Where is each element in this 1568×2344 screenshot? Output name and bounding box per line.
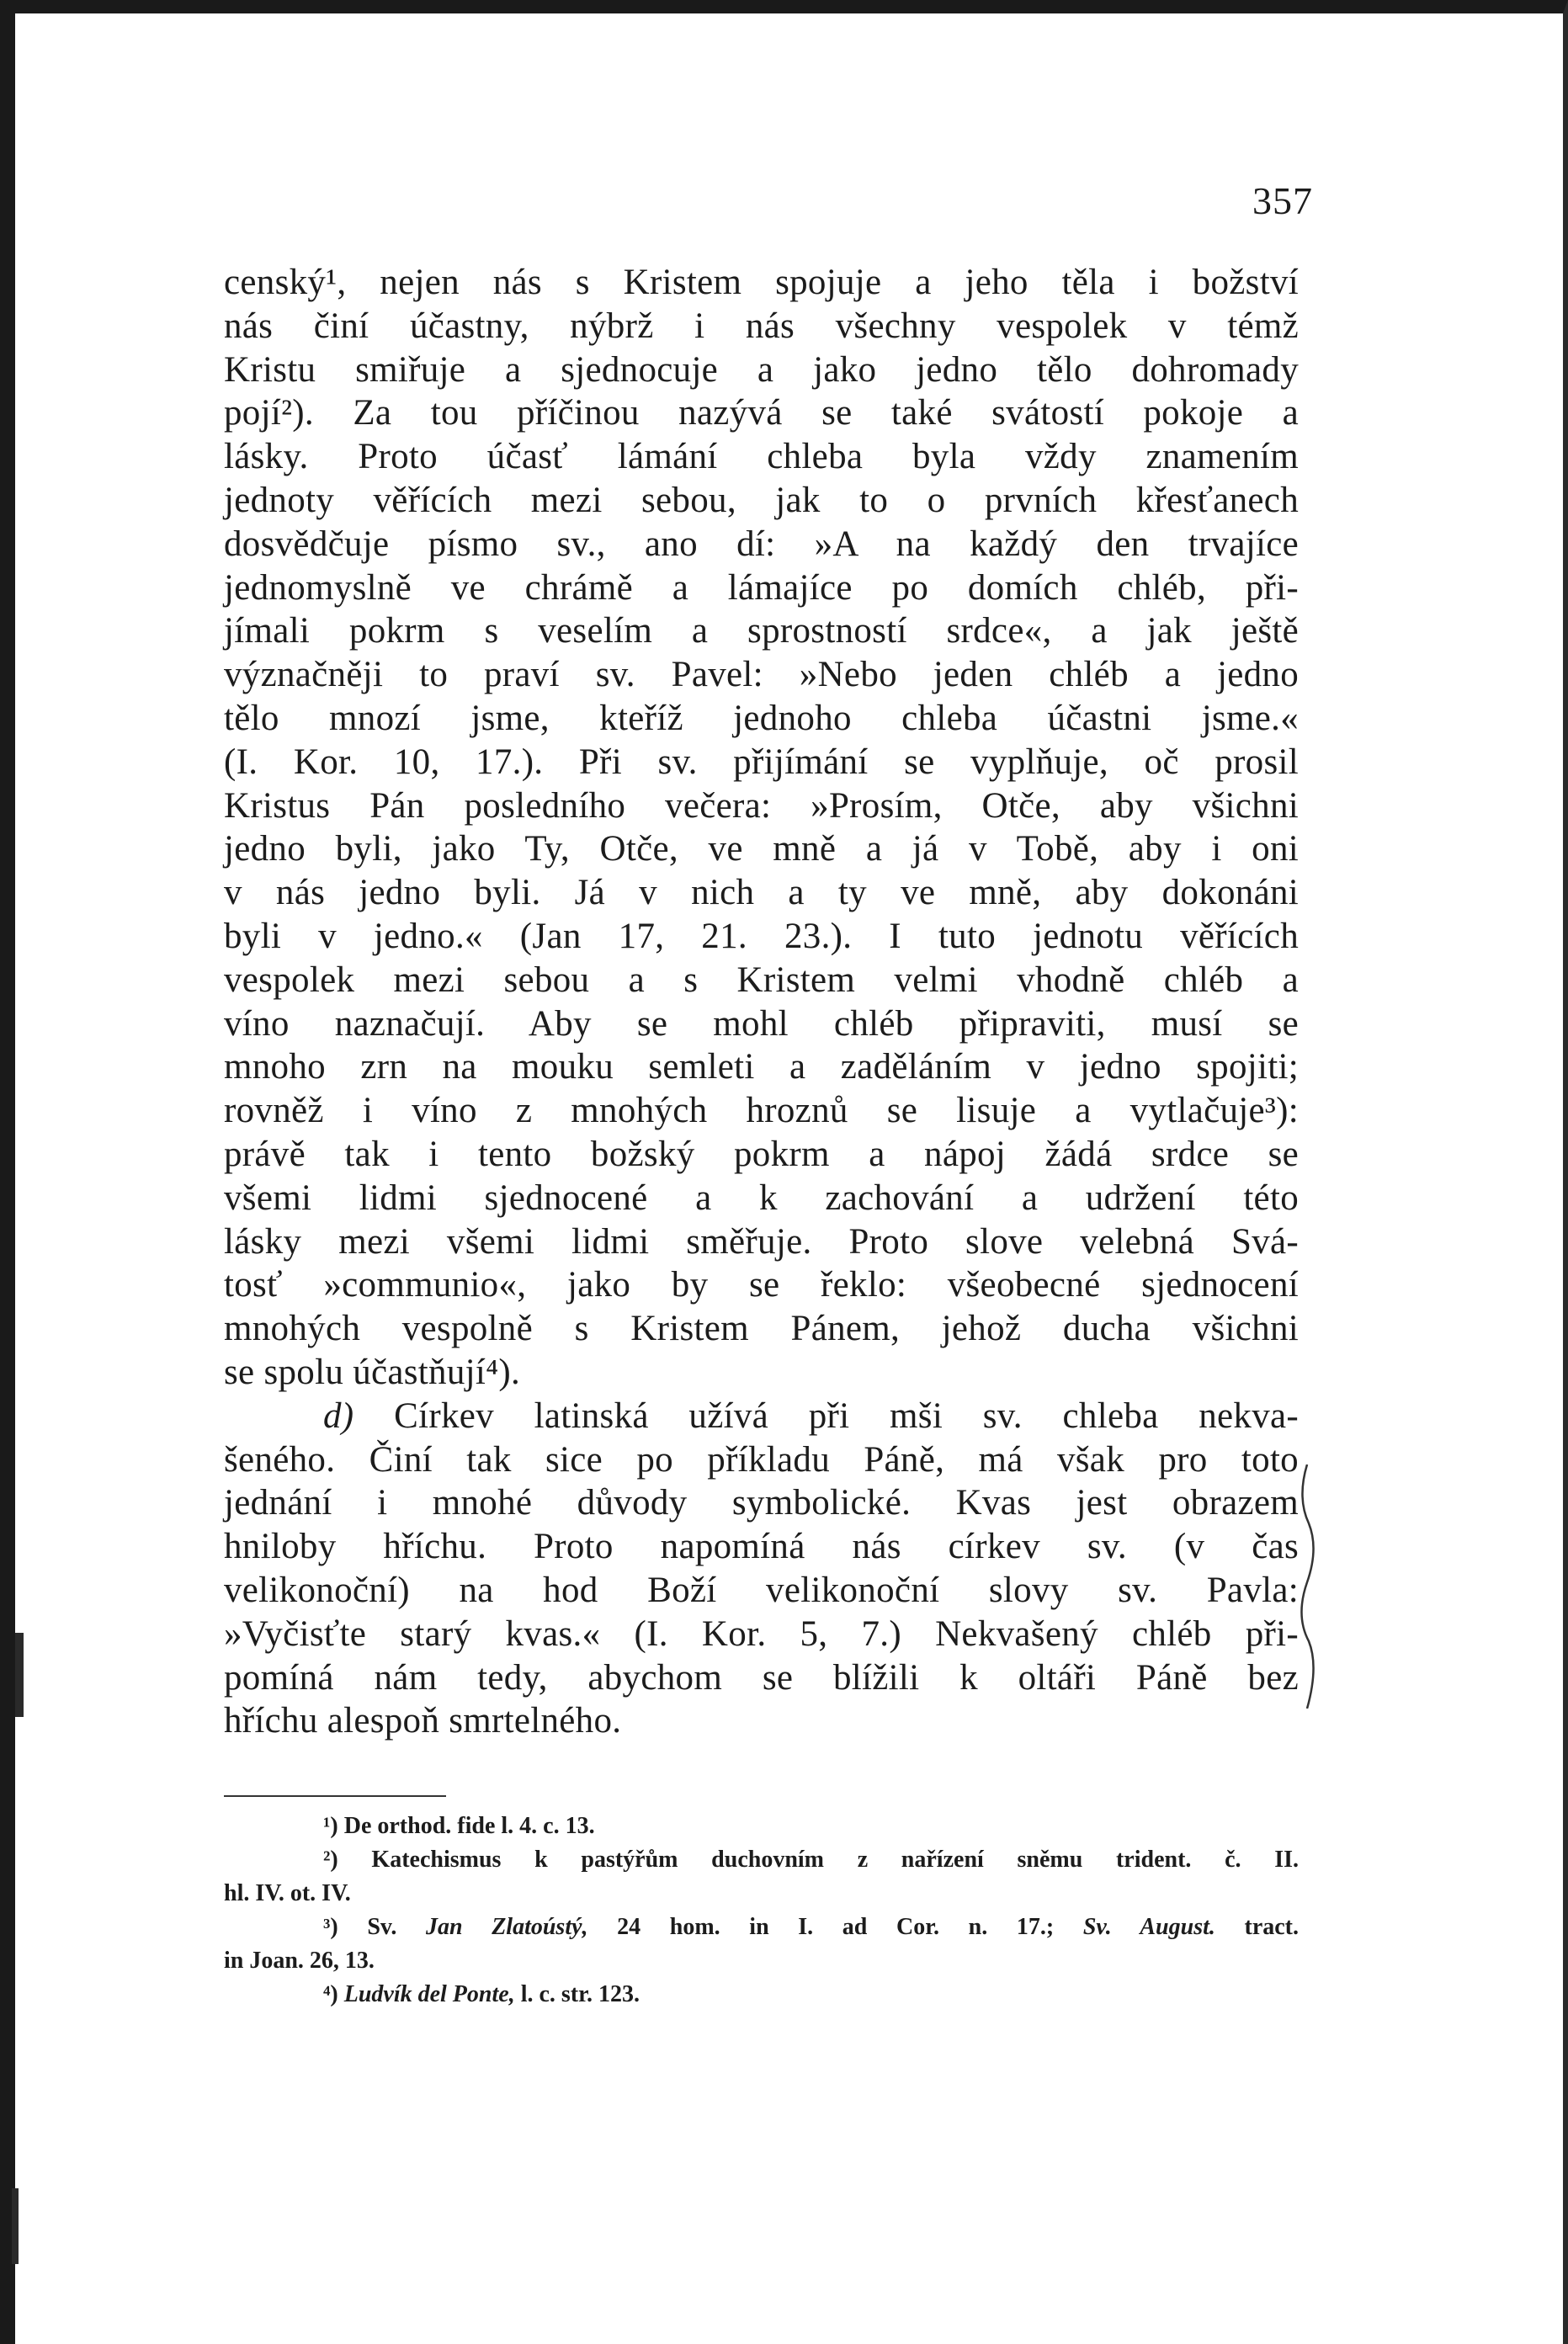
footnote-rule (224, 1795, 446, 1797)
footnote-text: Sv. (367, 1914, 397, 1940)
text-line: velikonoční) na hod Boží velikonoční slovy sv. Pavla: (224, 1570, 1299, 1610)
scan-mark (12, 2188, 19, 2264)
footnote-text: l. c. str. 123. (520, 1981, 640, 2007)
footnotes (224, 1810, 1299, 2012)
footnote-text: tract. (1244, 1914, 1300, 1940)
footnote-text: hl. IV. ot. IV. (224, 1880, 351, 1906)
text-line: se spolu účastňují⁴). (224, 1352, 521, 1392)
text-line: v nás jedno byli. Já v nich a ty ve mně, aby dokonáni (224, 873, 1299, 913)
text-line: Kristu smiřuje a sjednocuje a jako jedno tělo dohromady (224, 349, 1299, 390)
text-line: šeného. Činí tak sice po příkladu Páně, má však pro toto (224, 1439, 1299, 1480)
text-line: pomíná nám tedy, abychom se blížili k oltáři Páně bez (224, 1657, 1299, 1698)
text-line: význačněji to praví sv. Pavel: »Nebo jeden chléb a jedno (224, 655, 1299, 695)
footnote-mark: ³) (323, 1914, 338, 1940)
text-line: nás činí účastny, nýbrž i nás všechny vespolek v témž (224, 306, 1299, 346)
section-label: d) (323, 1395, 354, 1436)
text-line: právě tak i tento božský pokrm a nápoj žádá srdce se (224, 1134, 1299, 1174)
footnote-2 (224, 1843, 1299, 1877)
footnote-text: Katechismus k pastýřům duchovním z nařízení sněmu trident. č. II. (371, 1847, 1300, 1873)
text-line: hniloby hříchu. Proto napomíná nás církev sv. (v čas (224, 1527, 1299, 1567)
text-line: byli v jedno.« (Jan 17, 21. 23.). I tuto jednotu věřících (224, 916, 1299, 956)
text-line: mnohých vespolně s Kristem Pánem, jehož ducha všichni (224, 1309, 1299, 1349)
text-line: dosvědčuje písmo sv., ano dí: »A na každý den trvajíce (224, 524, 1299, 564)
margin-brace-mark (1290, 1464, 1324, 1709)
footnote-text: De orthod. fide l. 4. c. 13. (343, 1813, 595, 1839)
text-line: »Vyčisťte starý kvas.« (I. Kor. 5, 7.) Nekvašený chléb při- (224, 1613, 1299, 1654)
text-line: (I. Kor. 10, 17.). Při sv. přijímání se vyplňuje, oč prosil (224, 741, 1299, 782)
footnote-text: in Joan. 26, 13. (224, 1948, 375, 1974)
footnote-3 (224, 1911, 1299, 1944)
text-line: hříchu alespoň smrtelného. (224, 1701, 622, 1741)
main-text (224, 261, 1299, 1743)
text-line: pojí²). Za tou příčinou nazývá se také svátostí pokoje a (224, 393, 1299, 433)
text-line: všemi lidmi sjednocené a k zachování a udržení této (224, 1177, 1299, 1218)
text-line: rovněž i víno z mnohých hroznů se lisuje a vytlačuje³): (224, 1091, 1299, 1131)
footnote-author: Ludvík del Ponte, (343, 1981, 515, 2007)
text-line: tělo mnozí jsme, kteříž jednoho chleba účastni jsme.« (224, 698, 1299, 738)
footnote-text: 24 hom. in I. ad Cor. n. 17.; (617, 1914, 1055, 1940)
footnote-2-cont (224, 1877, 1299, 1911)
footnote-3-cont (224, 1944, 1299, 1978)
text-line: Kristus Pán posledního večera: »Prosím, Otče, aby všichni (224, 785, 1299, 826)
text-line: lásky. Proto účasť lámání chleba byla vždy znamením (224, 437, 1299, 477)
page-number: 357 (1252, 179, 1313, 222)
text-line: jedno byli, jako Ty, Otče, ve mně a já v Tobě, aby i oni (224, 829, 1299, 869)
text-line: jednomyslně ve chrámě a lámajíce po domích chléb, při- (224, 567, 1299, 608)
paragraph-1 (224, 261, 1299, 1395)
footnote-mark: ²) (323, 1847, 338, 1873)
text-line: víno naznačují. Aby se mohl chléb připraviti, musí se (224, 1003, 1299, 1044)
text-line: tosť »communio«, jako by se řeklo: všeobecné sjednocení (224, 1265, 1299, 1305)
paragraph-2 (224, 1395, 1299, 1743)
footnote-4 (224, 1978, 1299, 2012)
text-line: lásky mezi všemi lidmi směřuje. Proto slove velebná Svá- (224, 1221, 1299, 1262)
footnote-mark: ⁴) (323, 1981, 338, 2007)
text-line: mnoho zrn na mouku semleti a zaděláním v jedno spojiti; (224, 1047, 1299, 1087)
text-line (224, 1395, 1299, 1438)
footnote-author: Jan Zlatoústý, (426, 1914, 588, 1940)
text-line: jednoty věřících mezi sebou, jak to o prvních křesťanech (224, 480, 1299, 520)
scan-mark (15, 1633, 24, 1717)
text-line: vespolek mezi sebou a s Kristem velmi vhodně chléb a (224, 959, 1299, 1000)
text-line: jednání i mnohé důvody symbolické. Kvas jest obrazem (224, 1483, 1299, 1523)
footnote-mark: ¹) (323, 1813, 338, 1839)
footnote-author: Sv. August. (1082, 1914, 1215, 1940)
footnote-1 (224, 1810, 1299, 1843)
text-line: censký¹, nejen nás s Kristem spojuje a jeho těla i božství (224, 263, 1299, 302)
text-line-content: Církev latinská užívá při mši sv. chleba nekva- (394, 1395, 1299, 1436)
text-line: jímali pokrm s veselím a sprostností srdce«, a jak ještě (224, 611, 1299, 651)
